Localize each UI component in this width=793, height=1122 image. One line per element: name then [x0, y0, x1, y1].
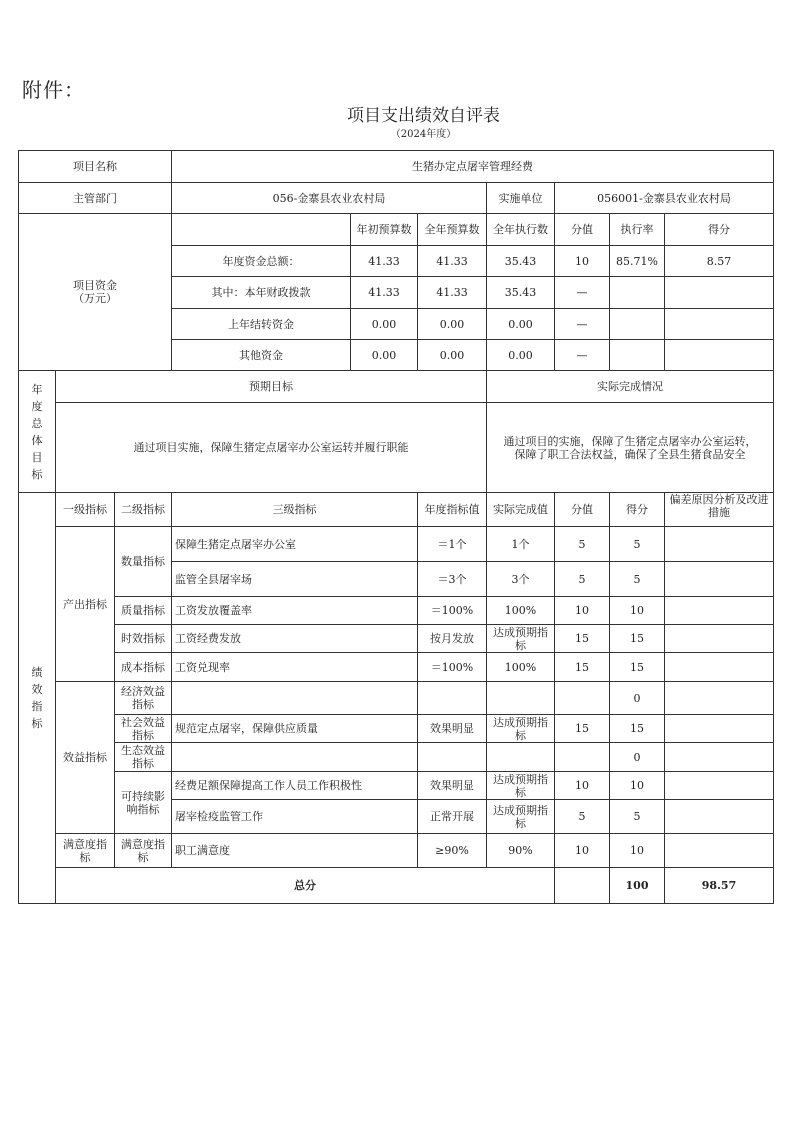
funds-row-name: 上年结转资金: [172, 309, 351, 340]
indicator-deviation: [665, 625, 774, 653]
indicator-actual: 达成预期指标: [487, 800, 555, 834]
funds-header-weight: 分值: [555, 214, 610, 246]
funds-row-executed: 35.43: [487, 277, 555, 309]
subgroup-ecological: 生态效益指标: [115, 743, 172, 772]
indicator-row: [19, 834, 774, 868]
indicator-name: 工资发放覆盖率: [172, 597, 418, 625]
goals-side-char: 度: [31, 399, 43, 413]
indicator-deviation: [665, 743, 774, 772]
funds-row-rate: [610, 340, 665, 371]
subgroup-social: 社会效益指标: [115, 715, 172, 743]
dept-value: 056-金寨县农业农村局: [172, 183, 487, 214]
deviation-header: 偏差原因分析及改进措施: [665, 493, 774, 527]
level3-header: 三级指标: [172, 493, 418, 527]
funds-row-annual: 0.00: [418, 340, 487, 371]
subgroup-timeliness: 时效指标: [115, 625, 172, 653]
self-evaluation-table: [18, 150, 774, 904]
indicator-weight: 10: [555, 772, 610, 800]
funds-row-weight: —: [555, 309, 610, 340]
funds-row-weight: —: [555, 277, 610, 309]
indicator-target: ＝3个: [418, 562, 487, 597]
indicator-name: 工资兑现率: [172, 653, 418, 682]
indicator-actual: 达成预期指标: [487, 772, 555, 800]
indicator-actual: 3个: [487, 562, 555, 597]
indicator-deviation: [665, 562, 774, 597]
funds-row-initial: 41.33: [351, 277, 418, 309]
funds-row-annual: 41.33: [418, 246, 487, 277]
indicator-target: ≥90%: [418, 834, 487, 868]
indicators-side-label: [19, 493, 56, 904]
indicator-score: 5: [610, 527, 665, 562]
indicator-row: [19, 743, 774, 772]
funds-row-name: 其中：本年财政拨款: [172, 277, 351, 309]
indicator-target: 正常开展: [418, 800, 487, 834]
expected-goal-text: 通过项目实施，保障生猪定点屠宰办公室运转并履行职能: [56, 403, 487, 493]
indicator-row: [19, 597, 774, 625]
indicator-row: [19, 715, 774, 743]
indicator-name: 经费足额保障提高工作人员工作积极性: [172, 772, 418, 800]
indicators-side-char: 标: [31, 717, 43, 730]
indicator-weight: [555, 682, 610, 715]
funds-header-rate: 执行率: [610, 214, 665, 246]
goals-side-char: 目: [31, 450, 43, 464]
title-text: 项目支出绩效自评表: [347, 106, 500, 126]
goals-side-char: 总: [31, 416, 43, 430]
goals-side-char: 年: [31, 382, 43, 396]
level2-header: 二级指标: [115, 493, 172, 527]
indicator-actual: [487, 682, 555, 715]
indicator-target: ＝100%: [418, 653, 487, 682]
indicator-row: [19, 625, 774, 653]
indicator-target: [418, 743, 487, 772]
target-header: 年度指标值: [418, 493, 487, 527]
funds-row-name: 其他资金: [172, 340, 351, 371]
project-name-label: 项目名称: [19, 151, 172, 183]
indicator-deviation: [665, 715, 774, 743]
project-name-row: [19, 151, 774, 183]
funds-row-weight: 10: [555, 246, 610, 277]
group-benefit: 效益指标: [56, 682, 115, 834]
funds-row-initial: 41.33: [351, 246, 418, 277]
indicator-actual: 达成预期指标: [487, 715, 555, 743]
indicator-score: 10: [610, 834, 665, 868]
indicator-weight: 15: [555, 625, 610, 653]
funds-row-score: [665, 277, 774, 309]
total-score: 98.57: [665, 868, 774, 904]
indicator-weight: 15: [555, 715, 610, 743]
indicator-score: 0: [610, 743, 665, 772]
indicator-actual: 90%: [487, 834, 555, 868]
indicator-score: 10: [610, 597, 665, 625]
funds-row-executed: 0.00: [487, 340, 555, 371]
funds-header-executed: 全年执行数: [487, 214, 555, 246]
funds-row-score: [665, 340, 774, 371]
indicator-name: 屠宰检疫监管工作: [172, 800, 418, 834]
group-output: 产出指标: [56, 527, 115, 682]
indicator-weight: 10: [555, 597, 610, 625]
actual-completion-text: [487, 403, 774, 493]
funds-row-name: 年度资金总额：: [172, 246, 351, 277]
score-header: 得分: [610, 493, 665, 527]
subgroup-quantity: 数量指标: [115, 527, 172, 597]
indicator-actual: 100%: [487, 597, 555, 625]
expected-goal-header: 预期目标: [56, 371, 487, 403]
year-subtitle: [0, 125, 793, 140]
indicator-deviation: [665, 800, 774, 834]
funds-row-annual: 41.33: [418, 277, 487, 309]
actual-header: 实际完成值: [487, 493, 555, 527]
indicator-deviation: [665, 772, 774, 800]
goals-side-label: [19, 371, 56, 493]
indicator-target: 效果明显: [418, 715, 487, 743]
indicator-target: 按月发放: [418, 625, 487, 653]
funds-row-initial: 0.00: [351, 309, 418, 340]
level1-header: 一级指标: [56, 493, 115, 527]
indicator-score: 15: [610, 653, 665, 682]
indicator-score: 5: [610, 800, 665, 834]
indicator-deviation: [665, 527, 774, 562]
indicator-name: [172, 682, 418, 715]
group-satisfaction: 满意度指标: [56, 834, 115, 868]
goals-side-char: 体: [31, 433, 43, 447]
subgroup-quality: 质量指标: [115, 597, 172, 625]
indicator-target: ＝1个: [418, 527, 487, 562]
department-row: [19, 183, 774, 214]
indicator-row: [19, 527, 774, 562]
indicators-side-char: 效: [31, 683, 43, 696]
funds-header-score: 得分: [665, 214, 774, 246]
total-weight: 100: [610, 868, 665, 904]
indicator-name: 规范定点屠宰，保障供应质量: [172, 715, 418, 743]
funds-label-line2: （万元）: [73, 292, 117, 305]
indicator-actual: 1个: [487, 527, 555, 562]
goals-side-char: 标: [31, 467, 43, 481]
total-label: 总分: [56, 868, 555, 904]
year-text: （2024年度）: [390, 129, 457, 140]
funds-row-score: 8.57: [665, 246, 774, 277]
indicator-weight: 5: [555, 562, 610, 597]
indicator-deviation: [665, 682, 774, 715]
indicator-row: [19, 772, 774, 800]
indicator-weight: 10: [555, 834, 610, 868]
indicators-side-char: 绩: [31, 666, 43, 679]
project-name-value: 生猪办定点屠宰管理经费: [172, 151, 774, 183]
funds-header-blank: [172, 214, 351, 246]
total-actual: [555, 868, 610, 904]
funds-label-line1: 项目资金: [73, 279, 117, 292]
goals-content-row: [19, 403, 774, 493]
indicator-weight: 15: [555, 653, 610, 682]
indicator-score: 10: [610, 772, 665, 800]
subgroup-economic: 经济效益指标: [115, 682, 172, 715]
funds-row-annual: 0.00: [418, 309, 487, 340]
attachment-label: 附件：: [22, 78, 85, 102]
indicators-side-char: 指: [31, 700, 43, 713]
funds-row-weight: —: [555, 340, 610, 371]
indicator-actual: 达成预期指标: [487, 625, 555, 653]
indicator-name: 保障生猪定点屠宰办公室: [172, 527, 418, 562]
indicator-name: 监管全县屠宰场: [172, 562, 418, 597]
impl-label: 实施单位: [487, 183, 555, 214]
indicator-target: ＝100%: [418, 597, 487, 625]
indicator-name: [172, 743, 418, 772]
actual-completion-line1: 通过项目的实施，保障了生猪定点屠宰办公室运转，: [503, 434, 757, 448]
subgroup-sustainable: 可持续影响指标: [115, 772, 172, 834]
funds-header-annual: 全年预算数: [418, 214, 487, 246]
indicator-weight: [555, 743, 610, 772]
funds-row-rate: [610, 277, 665, 309]
indicator-weight: 5: [555, 800, 610, 834]
indicator-row: [19, 682, 774, 715]
funds-header-initial: 年初预算数: [351, 214, 418, 246]
impl-value: 056001-金寨县农业农村局: [555, 183, 774, 214]
indicator-name: 工资经费发放: [172, 625, 418, 653]
indicator-weight: 5: [555, 527, 610, 562]
indicator-name: 职工满意度: [172, 834, 418, 868]
indicator-score: 15: [610, 715, 665, 743]
subgroup-cost: 成本指标: [115, 653, 172, 682]
indicator-target: 效果明显: [418, 772, 487, 800]
funds-row-rate: 85.71%: [610, 246, 665, 277]
actual-completion-header: 实际完成情况: [487, 371, 774, 403]
indicator-score: 5: [610, 562, 665, 597]
indicator-deviation: [665, 597, 774, 625]
goals-header-row: [19, 371, 774, 403]
funds-row-score: [665, 309, 774, 340]
dept-label: 主管部门: [19, 183, 172, 214]
page-title: [0, 101, 793, 126]
indicator-deviation: [665, 834, 774, 868]
indicator-deviation: [665, 653, 774, 682]
indicator-actual: 100%: [487, 653, 555, 682]
total-row: [19, 868, 774, 904]
indicator-score: 15: [610, 625, 665, 653]
funds-header-row: [19, 214, 774, 246]
indicator-target: [418, 682, 487, 715]
indicator-header-row: [19, 493, 774, 527]
funds-row-rate: [610, 309, 665, 340]
indicator-row: [19, 653, 774, 682]
subgroup-satisfaction: 满意度指标: [115, 834, 172, 868]
funds-row-initial: 0.00: [351, 340, 418, 371]
funds-row-executed: 0.00: [487, 309, 555, 340]
funds-label: [19, 214, 172, 371]
actual-completion-line2: 保障了职工合法权益，确保了全县生猪食品安全: [514, 447, 746, 461]
indicator-actual: [487, 743, 555, 772]
funds-row-executed: 35.43: [487, 246, 555, 277]
weight-header: 分值: [555, 493, 610, 527]
indicator-score: 0: [610, 682, 665, 715]
